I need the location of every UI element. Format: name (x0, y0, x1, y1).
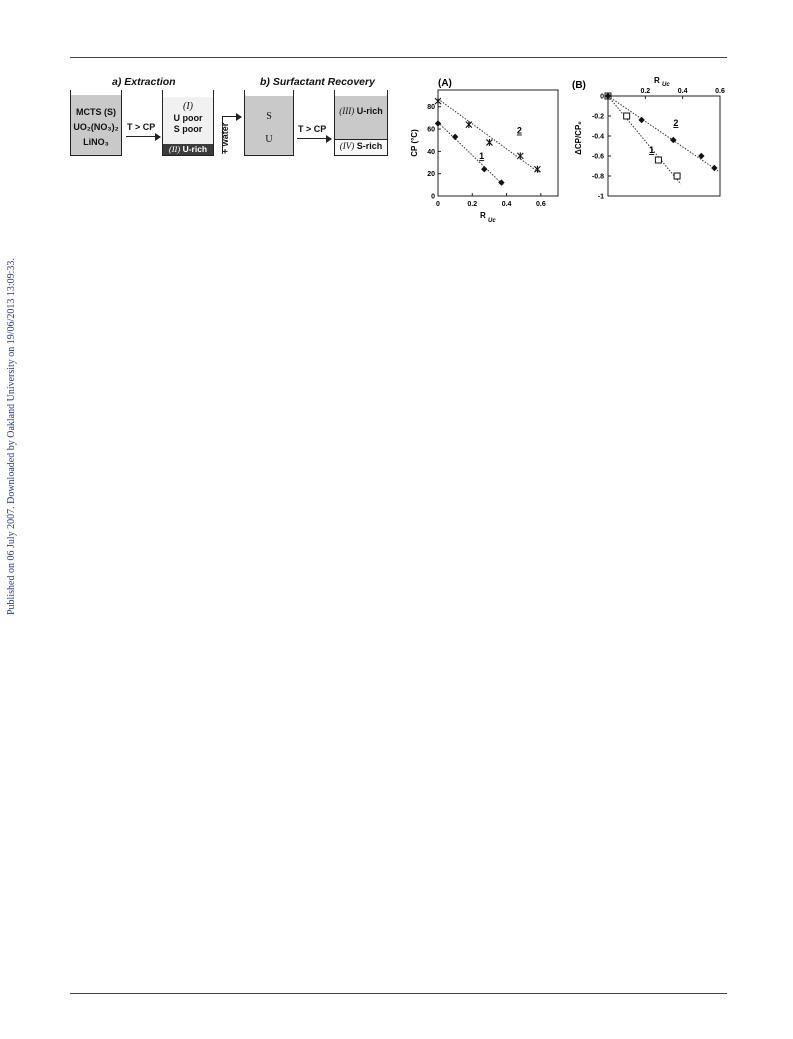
chart-a-series-label-2: 2 (516, 125, 522, 136)
chart-b-ytick-label: 0 (600, 93, 604, 101)
chart-a-xlabel-sub: Uc (488, 218, 496, 224)
phase-I-line1: U poor (173, 113, 203, 123)
chart-a-xtick-label: 0.4 (501, 201, 512, 208)
chart-a (408, 76, 568, 228)
chart-a-xtick-label: 0 (436, 201, 440, 208)
phase-II-label: U-rich (182, 144, 208, 154)
chart-a-point-s2-0 (435, 98, 441, 105)
chart-b-xlabel: R (654, 76, 660, 85)
publication-note: Published on 06 July 2007. Downloaded by Oakland University on 19/06/2013 13:09:33. (6, 258, 17, 615)
beaker-initial-line1: MCTS (S) (76, 107, 116, 117)
chart-a-frame (438, 90, 558, 196)
beaker-recovery-solution (245, 96, 293, 155)
beaker-separated (334, 90, 388, 156)
chart-b-series-label-2: 2 (673, 118, 679, 128)
chart-a-point-s2-2 (486, 139, 492, 146)
phase-III-tag: (III) (339, 106, 355, 116)
phase-IV-tag: (IV) (339, 141, 355, 151)
chart-a-point-s1-1 (452, 134, 458, 140)
chart-b-series-label-1: 1 (649, 145, 655, 155)
phase-I-tag: (I) (183, 101, 193, 112)
chart-a-ytick-label: 80 (427, 104, 435, 112)
phase-II-label-row (163, 144, 213, 156)
chart-a-point-s1-0 (435, 120, 441, 126)
header-rule (70, 57, 727, 58)
chart-b-point-s1-1 (624, 113, 630, 119)
phase-III-label-row (335, 106, 387, 118)
beaker-initial-line3: LiNO₃ (83, 137, 109, 147)
chart-a-panel-label: (A) (438, 78, 452, 89)
chart-b-ytick-label: -0.4 (591, 133, 604, 141)
beaker-recovery-line2: U (265, 134, 273, 145)
chart-a-series-label-1: 1 (479, 151, 485, 162)
chart-b-point-s2-3 (698, 153, 704, 159)
chart-b-fit-line-2 (608, 96, 718, 171)
beaker-recovery (244, 90, 294, 156)
chart-a-ytick-label: 60 (427, 126, 435, 134)
chart-a-xtick-label: 0.6 (535, 201, 546, 208)
chart-b-frame (608, 96, 720, 196)
arrow1-label: T > CP (127, 122, 156, 132)
beaker-initial-line2: UO₂(NO₃)₂ (73, 122, 119, 132)
chart-a-point-s2-3 (517, 152, 523, 159)
phase-III (335, 96, 387, 140)
water-arrow (222, 116, 241, 117)
chart-b-ytick-label: -1 (597, 193, 604, 200)
chart-b (570, 74, 728, 200)
chart-b-xtick-label: 0.2 (640, 88, 651, 95)
chart-a-ytick-label: 40 (427, 148, 435, 156)
chart-b-xtick-label: 0.4 (677, 88, 688, 95)
phase-III-label: U-rich (356, 106, 383, 116)
chart-b-ylabel: ΔCP/CP₀ (574, 121, 583, 155)
chart-b-xlabel-sub: Uc (662, 82, 670, 88)
chart-b-point-s2-1 (638, 117, 644, 123)
chart-a-fit-line-1 (438, 122, 503, 184)
chart-a-ytick-label: 0 (431, 193, 435, 201)
water-label: + water (220, 122, 230, 154)
chart-b-point-s1-3 (674, 173, 680, 179)
chart-b-ytick-label: -0.2 (591, 113, 604, 121)
beaker-initial (70, 90, 122, 156)
chart-b-point-s1-2 (655, 157, 661, 163)
phase-II-tag: (II) (168, 144, 181, 154)
arrow2-label: T > CP (298, 124, 327, 134)
chart-b-fit-line-1 (608, 96, 681, 184)
chart-b-panel-label: (B) (572, 80, 586, 91)
chart-a-ytick-label: 20 (427, 171, 435, 179)
beaker-extraction (162, 90, 214, 156)
chart-b-point-s2-4 (711, 165, 717, 171)
chart-b-ytick-label: -0.6 (591, 153, 604, 161)
extraction-title: a) Extraction (112, 76, 176, 88)
beaker-recovery-line1: S (266, 111, 272, 122)
arrow2 (297, 138, 331, 139)
arrow1 (126, 136, 160, 137)
phase-IV-label: S-rich (356, 141, 383, 151)
chart-a-point-s1-2 (481, 166, 487, 172)
figure (68, 70, 728, 230)
chart-b-xtick-label: 0.6 (715, 88, 725, 95)
footer-rule (70, 993, 727, 994)
chart-a-xtick-label: 0.2 (467, 201, 478, 208)
phase-IV-label-row (335, 141, 387, 153)
chart-a-point-s2-1 (466, 121, 472, 128)
phase-I-line2: S poor (173, 124, 203, 134)
chart-a-ylabel: CP (°C) (410, 129, 419, 157)
chart-a-xlabel: R (480, 211, 486, 220)
chart-b-ytick-label: -0.8 (591, 173, 604, 181)
surfactant-recovery-title: b) Surfactant Recovery (260, 76, 375, 88)
